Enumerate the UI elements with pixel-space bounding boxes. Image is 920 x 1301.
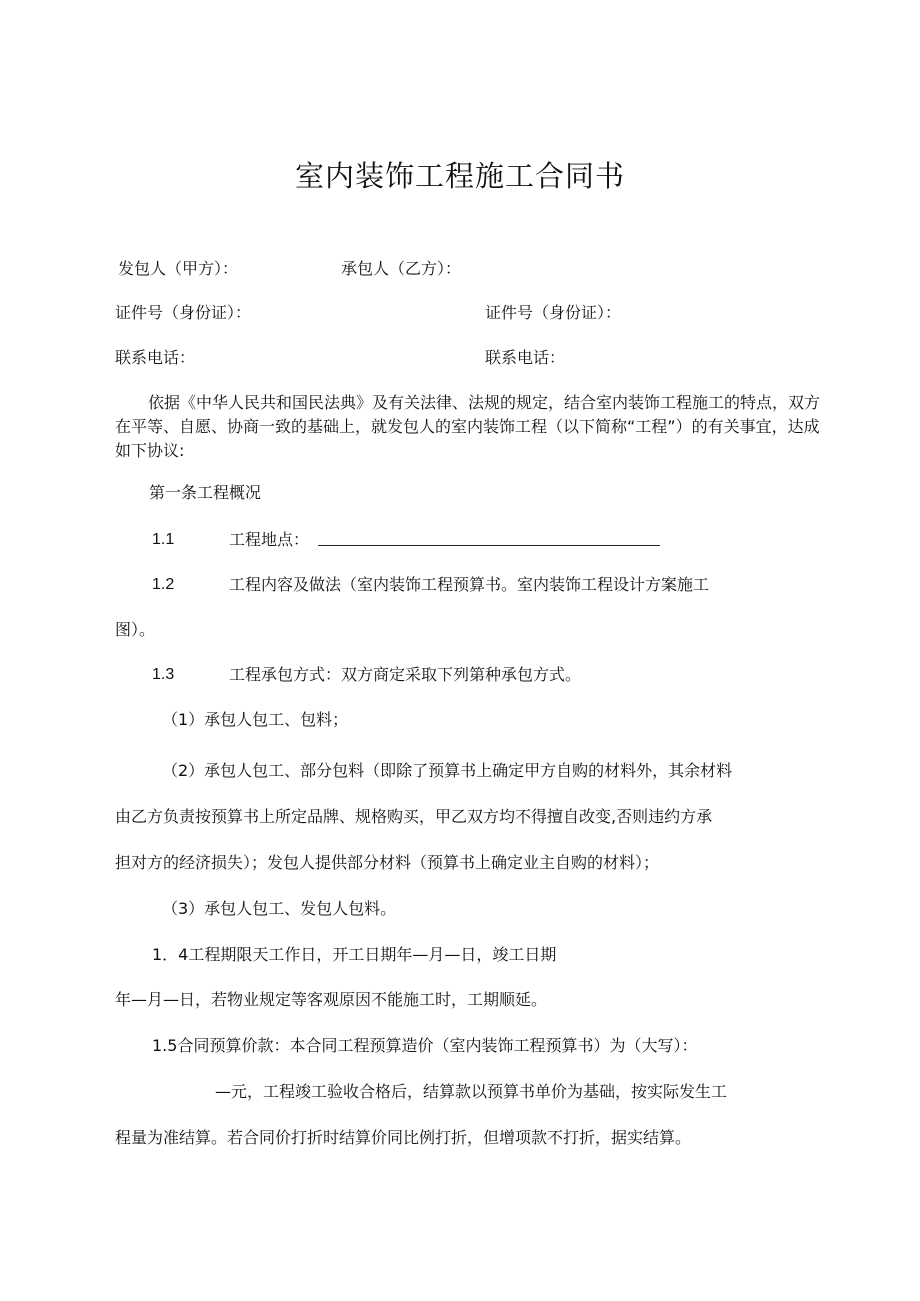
option-3: （3）承包人包工、发包人包料。: [162, 899, 397, 918]
clause-1-2-number: 1.2: [152, 576, 175, 593]
option-2-line-3: 担对方的经济损失）；发包人提供部分材料（预算书上确定业主自购的材料）；: [115, 853, 660, 872]
clause-1-3-text: 工程承包方式：双方商定采取下列第种承包方式。: [229, 665, 582, 684]
clause-1-3-number: 1.3: [152, 666, 175, 683]
option-2-line-1: （2）承包人包工、部分包料（即除了预算书上确定甲方自购的材料外，其余材料: [162, 761, 733, 780]
party-b-label: 承包人（乙方）：: [341, 259, 462, 278]
phone-a-label: 联系电话：: [115, 348, 196, 367]
document-title: 室内装饰工程施工合同书: [294, 159, 625, 193]
project-location-blank: [318, 545, 660, 546]
clause-1-1-number: 1.1: [152, 531, 175, 548]
clause-1-2-text: 工程内容及做法（室内装饰工程预算书。室内装饰工程设计方案施工: [229, 575, 710, 594]
id-a-label: 证件号（身份证）：: [115, 303, 252, 322]
clause-1-5-line-3: 程量为准结算。若合同价打折时结算价同比例打折，但增项款不打折，据实结算。: [115, 1128, 692, 1147]
clause-1-4-line-1: 1．4工程期限天工作日，开工日期年—月—日，竣工日期: [152, 945, 557, 964]
clause-1-2-continuation: 图）。: [115, 620, 156, 639]
option-1: （1）承包人包工、包料；: [162, 710, 349, 729]
clause-1-5-line-2: —元，工程竣工验收合格后，结算款以预算书单价为基础，按实际发生工: [215, 1082, 728, 1101]
clause-1-5-line-1: 1.5合同预算价款：本合同工程预算造价（室内装饰工程预算书）为（大写）：: [152, 1036, 698, 1055]
clause-1-1-text: 工程地点：: [229, 530, 310, 549]
intro-paragraph: 依据《中华人民共和国民法典》及有关法律、法规的规定，结合室内装饰工程施工的特点，双方在平等、自愿、协商一致的基础上，就发包人的室内装饰工程（以下简称“工程”）的有关事宜，达成如下协议:: [115, 393, 821, 460]
article-1-heading: 第一条工程概况: [149, 483, 262, 502]
option-2-line-2: 由乙方负责按预算书上所定品牌、规格购买，甲乙双方均不得擅自改变,否则违约方承: [115, 807, 713, 826]
clause-1-4-line-2: 年—月—日，若物业规定等客观原因不能施工时，工期顺延。: [115, 990, 548, 1009]
id-b-label: 证件号（身份证）：: [485, 303, 622, 322]
party-a-label: 发包人（甲方）：: [118, 259, 239, 278]
phone-b-label: 联系电话：: [485, 348, 566, 367]
